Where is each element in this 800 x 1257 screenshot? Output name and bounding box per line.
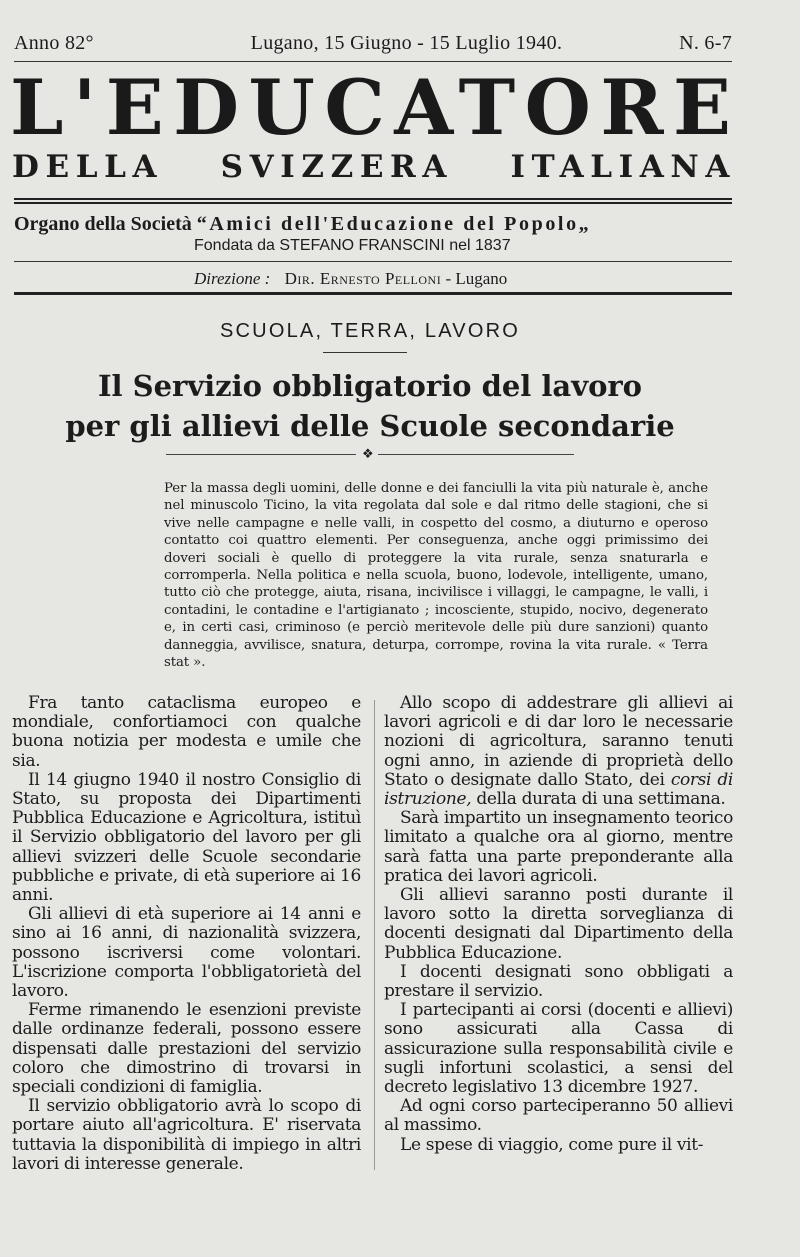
right-paragraph: Ad ogni corso parteciperanno 50 allievi al massimo. xyxy=(384,1096,733,1136)
masthead-double-rule xyxy=(14,198,732,204)
director-name: Dir. Ernesto Pelloni xyxy=(284,269,442,288)
founded-line: Fondata da STEFANO FRANSCINI nel 1837 xyxy=(194,237,511,254)
masthead-subtitle xyxy=(12,149,736,185)
left-paragraph: Il servizio obbligatorio avrà lo scopo di portare aiuto all'agricoltura. E' riservata tuttavia la disponibilità di impiego in altri lavori di interesse generale. xyxy=(12,1096,361,1174)
subtitle-word-1: DELLA xyxy=(12,149,164,185)
section-title: SCUOLA, TERRA, LAVORO xyxy=(220,320,520,342)
organo-prefix: Organo della Società xyxy=(14,213,192,235)
right-column xyxy=(384,694,733,1155)
issue-number: N. 6-7 xyxy=(679,32,732,54)
direction-place: - Lugano xyxy=(445,269,508,288)
section-rule xyxy=(323,352,407,353)
subtitle-word-3: ITALIANA xyxy=(510,149,736,185)
ornament-rule-right xyxy=(378,454,574,455)
subtitle-word-2: SVIZZERA xyxy=(220,149,454,185)
ornament-icon: ❖ xyxy=(362,446,374,461)
right-paragraph: Le spese di viaggio, come pure il vit- xyxy=(400,1134,704,1155)
article-headline xyxy=(0,366,740,446)
right-paragraph: I partecipanti ai corsi (docenti e allievi) sono assicurati alla Cassa di assicurazione sulla responsabilità civile e sugli infortuni scolastici, a sensi del decreto legislativo 13 dicembre 1927. xyxy=(384,1000,733,1098)
founded-rule xyxy=(14,261,732,262)
headline-line-1: Il Servizio obbligatorio del lavoro xyxy=(97,369,643,403)
right-p1-before: Allo scopo di addestrare gli allievi ai lavori agricoli e di dar loro le necessarie nozioni di agricoltura, saranno tenuti ogni anno, in aziende di proprietà dello Stato o designate dallo Stato, dei xyxy=(384,693,733,790)
ornament-rule-left xyxy=(166,454,356,455)
issue-date: Lugano, 15 Giugno - 15 Luglio 1940. xyxy=(250,32,563,54)
right-paragraph xyxy=(384,694,733,809)
right-paragraph: I docenti designati sono obbligati a prestare il servizio. xyxy=(384,961,733,1002)
column-divider xyxy=(374,700,375,1170)
left-paragraph: Gli allievi di età superiore ai 14 anni e sino ai 16 anni, di nazionalità svizzera, possono iscriversi come volontari. L'iscrizione comporta l'obbligatorietà del lavoro. xyxy=(12,904,361,1002)
left-paragraph: Ferme rimanendo le esenzioni previste dalle ordinanze federali, possono essere dispensati dalle prestazioni del servizio coloro che dimostrino di trovarsi in speciali condizioni di famiglia. xyxy=(12,1000,361,1098)
masthead-title: L'EDUCATORE xyxy=(10,63,741,152)
header-line xyxy=(14,32,732,55)
left-paragraph: Il 14 giugno 1940 il nostro Consiglio di Stato, su proposta dei Dipartimenti Pubblica Educazione e Agricoltura, istituì il Servizio obbligatorio del lavoro per gli allievi svizzeri delle Scuole secondarie pubbliche e private, di età superiore ai 16 anni. xyxy=(12,769,361,906)
left-column xyxy=(12,694,361,1174)
header-rule xyxy=(14,61,732,62)
right-paragraph: Sarà impartito un insegnamento teorico limitato a qualche ora al giorno, mentre sarà fatta una parte preponderante alla pratica dei lavori agricoli. xyxy=(384,808,733,886)
right-p1-after: della durata di una settimana. xyxy=(476,789,726,810)
headline-line-2: per gli allievi delle Scuole secondarie xyxy=(65,409,675,443)
issue-year: Anno 82° xyxy=(14,32,94,54)
direction-label: Direzione : xyxy=(194,269,271,288)
article-intro: Per la massa degli uomini, delle donne e dei fanciulli la vita più naturale è, anche nel minuscolo Ticino, la vita regolata dal sole e dal ritmo delle stagioni, che si vive nelle campagne e nelle valli, in cospetto del cosmo, a diuturno e operoso contatto coi quattro elementi. Per conseguenza, anche oggi primissimo dei doveri sociali è quello di proteggere la vita rurale, senza snaturarla e corromperla. Nella politica e nella scuola, buono, lodevole, intelligente, umano, tutto ciò che protegge, aiuta, risana, incivilisce i villaggi, le campagne, le valli, i contadini, le contadine e l'artigianato ; incosciente, stupido, nocivo, degenerato e, in certi casi, criminoso (e perciò meritevole delle più dure sanzioni) quanto danneggia, avvilisce, snatura, deturpa, corrompe, rovina la vita rurale. « Terra stat ». xyxy=(164,481,708,671)
organo-society: “Amici dell'Educazione del Popolo„ xyxy=(196,213,592,235)
direction-rule xyxy=(14,292,732,295)
right-paragraph: Gli allievi saranno posti durante il lavoro sotto la diretta sorveglianza di docenti designati dal Dipartimento della Pubblica Educazione. xyxy=(384,885,733,963)
left-paragraph: Fra tanto cataclisma europeo e mondiale, confortiamoci con qualche buona notizia per modesta e umile che sia. xyxy=(12,693,361,771)
direction-line xyxy=(194,269,507,289)
right-p1-italic: corsi di istruzione, xyxy=(384,769,734,810)
organo-line xyxy=(14,213,732,236)
